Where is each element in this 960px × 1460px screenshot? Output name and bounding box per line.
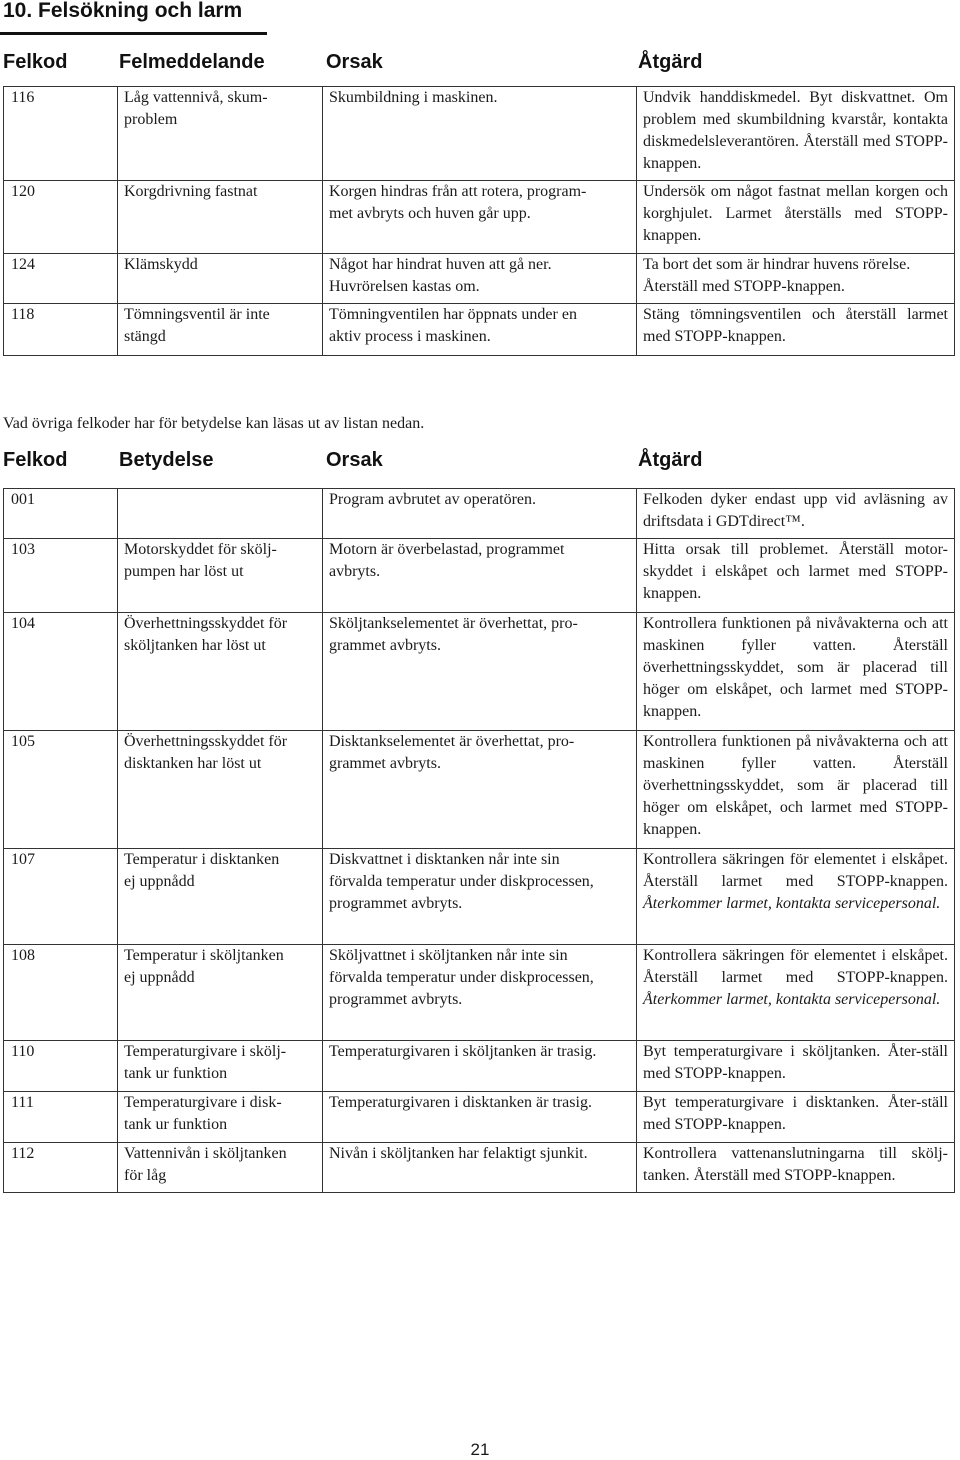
action-note: Återkommer larmet, kontakta servicepersonal.	[643, 991, 941, 1008]
error-code: 108	[4, 945, 118, 1041]
t1-header-cause: Orsak	[326, 51, 383, 73]
table-row	[4, 1143, 955, 1193]
error-action	[637, 849, 955, 945]
table-row	[4, 181, 955, 254]
error-cause: Program avbrutet av operatören.	[323, 489, 637, 539]
error-cause: Skumbildning i maskinen.	[323, 87, 637, 181]
error-code: 105	[4, 731, 118, 849]
error-code: 118	[4, 304, 118, 356]
action-text: Kontrollera säkringen för elementet i elskåpet. Återställ larmet med STOPP-knappen.	[643, 947, 948, 986]
error-action: Byt temperaturgivare i sköljtanken. Åter-ställ med STOPP-knappen.	[637, 1041, 955, 1092]
t2-header-action: Åtgärd	[638, 449, 703, 471]
t2-header-code: Felkod	[3, 449, 68, 471]
error-cause: Disktankselementet är överhettat, pro- grammet avbryts.	[323, 731, 637, 849]
error-cause: Något har hindrat huven att gå ner. Huvrörelsen kastas om.	[323, 254, 637, 304]
error-table-primary	[3, 86, 955, 356]
error-code: 120	[4, 181, 118, 254]
table-row	[4, 1092, 955, 1143]
error-meaning	[118, 489, 323, 539]
error-message: Låg vattennivå, skum- problem	[118, 87, 323, 181]
error-action	[637, 945, 955, 1041]
error-code: 124	[4, 254, 118, 304]
error-message: Klämskydd	[118, 254, 323, 304]
error-code: 116	[4, 87, 118, 181]
t2-header-cause: Orsak	[326, 449, 383, 471]
error-meaning: Temperatur i disktanken ej uppnådd	[118, 849, 323, 945]
title-underline	[0, 32, 267, 35]
error-action: Hitta orsak till problemet. Återställ motor-skyddet i elskåpet och larmet med STOPP-knappen.	[637, 539, 955, 613]
t1-header-code: Felkod	[3, 51, 68, 73]
t2-header-meaning: Betydelse	[119, 449, 214, 471]
error-action: Byt temperaturgivare i disktanken. Åter-ställ med STOPP-knappen.	[637, 1092, 955, 1143]
error-action: Undersök om något fastnat mellan korgen och korghjulet. Larmet återställs med STOPP-knappen.	[637, 181, 955, 254]
table-row	[4, 731, 955, 849]
table-row	[4, 849, 955, 945]
error-cause: Sköljtankselementet är överhettat, pro- grammet avbryts.	[323, 613, 637, 731]
action-note: Återkommer larmet, kontakta servicepersonal.	[643, 895, 941, 912]
error-meaning: Överhettningsskyddet för disktanken har löst ut	[118, 731, 323, 849]
page-number: 21	[470, 1440, 490, 1459]
error-action: Felkoden dyker endast upp vid avläsning av driftsdata i GDTdirect™.	[637, 489, 955, 539]
error-code: 111	[4, 1092, 118, 1143]
error-action: Kontrollera vattenanslutningarna till skölj-tanken. Återställ med STOPP-knappen.	[637, 1143, 955, 1193]
error-cause: Motorn är överbelastad, programmet avbryts.	[323, 539, 637, 613]
error-meaning: Temperaturgivare i skölj- tank ur funktion	[118, 1041, 323, 1092]
error-action: Stäng tömningsventilen och återställ larmet med STOPP-knappen.	[637, 304, 955, 356]
error-meaning: Motorskyddet för skölj- pumpen har löst ut	[118, 539, 323, 613]
error-cause: Temperaturgivaren i sköljtanken är trasig.	[323, 1041, 637, 1092]
action-text: Kontrollera säkringen för elementet i elskåpet. Återställ larmet med STOPP-knappen.	[643, 851, 948, 890]
table-row	[4, 945, 955, 1041]
error-action: Kontrollera funktionen på nivåvakterna och att maskinen fyller vatten. Återställ överhettningsskyddet, som är placerad till höger om elskåpet, och larmet med STOPP-knappen.	[637, 731, 955, 849]
t1-header-action: Åtgärd	[638, 51, 703, 73]
error-code: 110	[4, 1041, 118, 1092]
error-code: 104	[4, 613, 118, 731]
table-row	[4, 254, 955, 304]
table-row	[4, 87, 955, 181]
table-row	[4, 489, 955, 539]
error-cause: Korgen hindras från att rotera, program- met avbryts och huven går upp.	[323, 181, 637, 254]
error-action: Undvik handdiskmedel. Byt diskvattnet. Om problem med skumbildning kvarstår, kontakta diskmedelsleverantören. Återställ med STOPP-knappen.	[637, 87, 955, 181]
intro-text: Vad övriga felkoder har för betydelse kan läsas ut av listan nedan.	[3, 415, 425, 432]
error-cause: Diskvattnet i disktanken når inte sin förvalda temperatur under diskprocessen, programmet avbryts.	[323, 849, 637, 945]
t1-header-message: Felmeddelande	[119, 51, 265, 73]
error-code: 112	[4, 1143, 118, 1193]
error-message: Tömningsventil är inte stängd	[118, 304, 323, 356]
error-meaning: Temperaturgivare i disk- tank ur funktion	[118, 1092, 323, 1143]
error-cause: Tömningventilen har öppnats under en aktiv process i maskinen.	[323, 304, 637, 356]
error-meaning: Vattennivån i sköljtanken för låg	[118, 1143, 323, 1193]
error-message: Korgdrivning fastnat	[118, 181, 323, 254]
error-code: 103	[4, 539, 118, 613]
table-row	[4, 1041, 955, 1092]
error-cause: Sköljvattnet i sköljtanken når inte sin förvalda temperatur under diskprocessen, programmet avbryts.	[323, 945, 637, 1041]
table-row	[4, 613, 955, 731]
error-action: Ta bort det som är hindrar huvens rörelse. Återställ med STOPP-knappen.	[637, 254, 955, 304]
error-table-secondary	[3, 488, 955, 1193]
error-code: 001	[4, 489, 118, 539]
error-action: Kontrollera funktionen på nivåvakterna och att maskinen fyller vatten. Återställ överhettningsskyddet, som är placerad till höger om elskåpet, och larmet med STOPP-knappen.	[637, 613, 955, 731]
error-cause: Nivån i sköljtanken har felaktigt sjunkit.	[323, 1143, 637, 1193]
error-meaning: Överhettningsskyddet för sköljtanken har löst ut	[118, 613, 323, 731]
error-code: 107	[4, 849, 118, 945]
error-meaning: Temperatur i sköljtanken ej uppnådd	[118, 945, 323, 1041]
table-row	[4, 304, 955, 356]
error-cause: Temperaturgivaren i disktanken är trasig.	[323, 1092, 637, 1143]
section-title: 10. Felsökning och larm	[3, 0, 243, 22]
table-row	[4, 539, 955, 613]
